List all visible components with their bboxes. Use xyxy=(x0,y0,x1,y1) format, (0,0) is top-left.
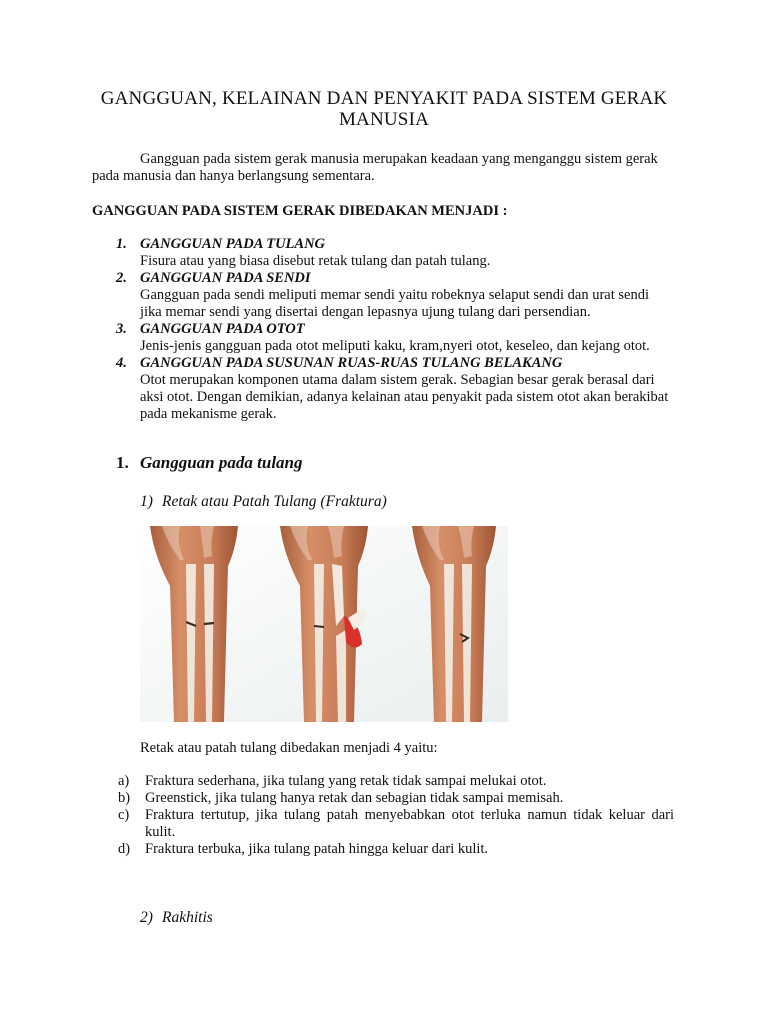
list-letter: b) xyxy=(118,790,131,806)
list-letter: d) xyxy=(118,841,131,857)
fracture-types-intro: Retak atau patah tulang dibedakan menjadi 4 yaitu: xyxy=(140,740,438,756)
subheading-number: 1. xyxy=(116,453,129,472)
subheading-number: 2) xyxy=(140,909,153,926)
list-letter: a) xyxy=(118,773,130,789)
list-item xyxy=(118,773,674,790)
list-item-text: Fraktura terbuka, jika tulang patah hingga keluar dari kulit. xyxy=(145,841,489,857)
list-item-heading: GANGGUAN PADA TULANG xyxy=(140,236,326,252)
list-item xyxy=(118,807,674,841)
list-item xyxy=(118,790,674,807)
list-item-heading: GANGGUAN PADA SUSUNAN RUAS-RUAS TULANG BELAKANG xyxy=(140,355,563,371)
document-title: GANGGUAN, KELAINAN DAN PENYAKIT PADA SISTEM GERAK MANUSIA xyxy=(100,88,668,130)
list-item-text: Fisura atau yang biasa disebut retak tulang dan patah tulang. xyxy=(140,253,491,269)
list-item-text: Jenis-jenis gangguan pada otot meliputi kaku, kram,nyeri otot, keseleo, dan kejang otot. xyxy=(140,338,650,354)
list-item-text: Otot merupakan komponen utama dalam sistem gerak. Sebagian besar gerak berasal dari aksi otot. Dengan demikian, adanya kelainan atau penyakit pada sistem otot akan berakibat pada mekanisme gerak. xyxy=(140,372,669,422)
subheading-text: Retak atau Patah Tulang (Fraktura) xyxy=(162,493,387,510)
list-item-heading: GANGGUAN PADA OTOT xyxy=(140,321,305,337)
disorder-category-list xyxy=(108,236,674,423)
subheading-number: 1) xyxy=(140,493,153,510)
list-item-heading: GANGGUAN PADA SENDI xyxy=(140,270,311,286)
list-number: 1. xyxy=(116,236,127,252)
list-item-text: Fraktura sederhana, jika tulang yang retak tidak sampai melukai otot. xyxy=(145,773,547,789)
fracture-types-list xyxy=(118,773,674,858)
list-item xyxy=(108,321,674,355)
subheading-bone-disorders xyxy=(116,452,303,474)
list-item xyxy=(108,355,674,423)
list-item-text: Greenstick, jika tulang hanya retak dan sebagian tidak sampai memisah. xyxy=(145,790,564,806)
subheading-text: Gangguan pada tulang xyxy=(140,453,303,472)
list-item-text: Fraktura tertutup, jika tulang patah menyebabkan otot terluka namun tidak keluar dari kulit. xyxy=(145,807,674,840)
section-heading: GANGGUAN PADA SISTEM GERAK DIBEDAKAN MENJADI : xyxy=(92,203,508,219)
subheading-rickets xyxy=(140,908,213,927)
list-number: 3. xyxy=(116,321,127,337)
fracture-illustration xyxy=(140,526,508,722)
list-item xyxy=(108,236,674,270)
subheading-text: Rakhitis xyxy=(162,909,213,926)
list-number: 4. xyxy=(116,355,127,371)
intro-paragraph: Gangguan pada sistem gerak manusia merupakan keadaan yang menganggu sistem gerak pada manusia dan hanya berlangsung sementara. xyxy=(92,151,658,184)
list-letter: c) xyxy=(118,807,130,823)
list-item xyxy=(108,270,674,321)
list-item xyxy=(118,841,674,858)
list-item-text: Gangguan pada sendi meliputi memar sendi yaitu robeknya selaput sendi dan urat sendi jika memar sendi yang disertai dengan lepasnya ujung tulang dari persendian. xyxy=(140,287,649,320)
list-number: 2. xyxy=(116,270,127,286)
subheading-fracture xyxy=(140,492,387,511)
